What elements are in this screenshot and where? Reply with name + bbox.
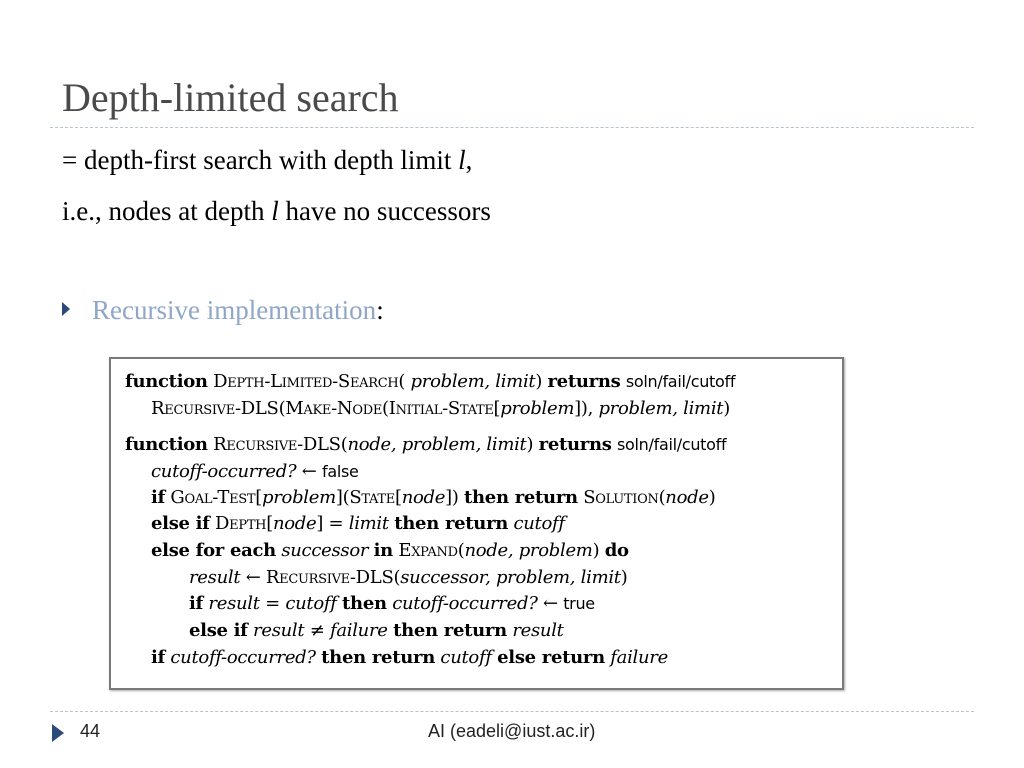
keyword-else-for-each: else for each bbox=[151, 540, 276, 561]
footer-triangle-icon bbox=[52, 724, 64, 742]
paren: ( bbox=[340, 434, 348, 455]
bracket: [ bbox=[266, 513, 273, 534]
pseudocode-box bbox=[109, 357, 844, 690]
paren: ) bbox=[592, 540, 600, 561]
pseudocode-line-8 bbox=[189, 567, 627, 588]
pseudocode-line-7 bbox=[151, 540, 629, 561]
function-args: node, problem, limit bbox=[347, 434, 527, 455]
paren: ) bbox=[723, 398, 730, 419]
arg: problem bbox=[262, 487, 336, 508]
assign-arrow: ← bbox=[537, 593, 564, 614]
arg: result bbox=[512, 620, 564, 641]
pseudocode-line-5 bbox=[151, 487, 715, 508]
operator: ≠ bbox=[304, 620, 330, 641]
footer-divider bbox=[50, 711, 974, 712]
variable: cutoff-occurred? bbox=[392, 593, 538, 614]
arg: problem bbox=[500, 398, 575, 419]
call-name: Goal-Test bbox=[170, 487, 256, 508]
arg: result bbox=[253, 620, 305, 641]
function-args: problem, limit bbox=[405, 371, 536, 392]
definition-text: = depth-first search with depth limit bbox=[62, 145, 459, 175]
arg: cutoff-occurred? bbox=[170, 647, 316, 668]
function-name: Recursive-DLS bbox=[213, 434, 341, 455]
arg: failure bbox=[329, 620, 388, 641]
value: false bbox=[321, 462, 359, 481]
bracket: [ bbox=[394, 487, 402, 508]
bracket: [ bbox=[255, 487, 263, 508]
definition-punct: , bbox=[465, 145, 473, 175]
bracket: [ bbox=[493, 398, 501, 419]
assign-arrow: ← bbox=[240, 567, 266, 588]
pseudocode-line-10 bbox=[189, 620, 564, 641]
keyword-returns: returns bbox=[547, 371, 621, 392]
paren: ) bbox=[526, 434, 534, 455]
pseudocode-line-6 bbox=[151, 513, 565, 534]
paren: ( bbox=[658, 487, 666, 508]
call-name: Depth bbox=[215, 513, 267, 534]
keyword-function: function bbox=[125, 371, 208, 392]
pseudocode-line-11 bbox=[151, 647, 668, 668]
keyword-if: if bbox=[151, 487, 165, 508]
explanation-line bbox=[62, 196, 491, 227]
limit-variable: l bbox=[271, 196, 279, 226]
pseudocode-line-2 bbox=[151, 398, 730, 419]
keyword-returns: returns bbox=[538, 434, 612, 455]
explanation-text-end: have no successors bbox=[278, 196, 491, 226]
keyword-if: if bbox=[151, 647, 165, 668]
bullet-item bbox=[62, 295, 384, 326]
keyword-function: function bbox=[125, 434, 208, 455]
arg: node bbox=[272, 513, 317, 534]
slide-title: Depth-limited search bbox=[62, 75, 399, 120]
assign-arrow: ← bbox=[296, 461, 322, 482]
keyword-in: in bbox=[373, 540, 393, 561]
bracket: ]) bbox=[445, 487, 464, 508]
explanation-text: i.e., nodes at depth bbox=[62, 196, 272, 226]
paren: ( bbox=[398, 371, 406, 392]
keyword-then-return: then return bbox=[464, 487, 578, 508]
call-name: Solution bbox=[583, 487, 659, 508]
keyword-else-return: else return bbox=[497, 647, 605, 668]
operator: ] = bbox=[316, 513, 349, 534]
paren: ) bbox=[535, 371, 543, 392]
pseudocode-line-4 bbox=[151, 461, 359, 482]
keyword-do: do bbox=[604, 540, 629, 561]
bracket: ]), bbox=[574, 398, 599, 419]
operator: = bbox=[259, 593, 286, 614]
keyword-then-return: then return bbox=[321, 647, 435, 668]
arg: problem, limit bbox=[598, 398, 724, 419]
paren: ( bbox=[393, 567, 401, 588]
arg: successor, problem, limit bbox=[400, 567, 621, 588]
bullet-arrow-icon bbox=[62, 302, 70, 316]
keyword-if: if bbox=[189, 593, 203, 614]
pseudocode-line-1 bbox=[125, 371, 735, 392]
page-number: 44 bbox=[80, 721, 101, 741]
paren: ) bbox=[620, 567, 628, 588]
arg: node bbox=[665, 487, 709, 508]
function-name: Depth-Limited-Search bbox=[213, 371, 399, 392]
paren: ( bbox=[457, 540, 465, 561]
limit-variable: l bbox=[458, 145, 466, 175]
bullet-suffix: : bbox=[376, 295, 384, 325]
arg: cutoff bbox=[513, 513, 565, 534]
arg: successor bbox=[281, 540, 369, 561]
keyword-else-if: else if bbox=[151, 513, 210, 534]
call-name: State bbox=[349, 487, 395, 508]
arg: cutoff bbox=[440, 647, 492, 668]
arg: cutoff bbox=[285, 593, 337, 614]
keyword-then-return: then return bbox=[393, 620, 507, 641]
arg: failure bbox=[610, 647, 668, 668]
pseudocode-line-3 bbox=[125, 434, 726, 455]
value: true bbox=[563, 594, 595, 613]
paren: ( bbox=[382, 398, 389, 419]
paren: ) bbox=[708, 487, 716, 508]
pseudocode-line-9 bbox=[189, 593, 595, 614]
arg: limit bbox=[348, 513, 389, 534]
arg: result bbox=[208, 593, 260, 614]
call-name: Recursive-DLS bbox=[151, 398, 279, 419]
variable: cutoff-occurred? bbox=[151, 461, 297, 482]
call-name: Expand bbox=[398, 540, 458, 561]
definition-line bbox=[62, 145, 472, 176]
call-name: Make-Node bbox=[285, 398, 383, 419]
call-name: Initial-State bbox=[388, 398, 494, 419]
paren: ( bbox=[278, 398, 286, 419]
arg: node bbox=[401, 487, 446, 508]
keyword-then: then bbox=[342, 593, 387, 614]
arg: node, problem bbox=[464, 540, 593, 561]
recursive-implementation-link[interactable]: Recursive implementation bbox=[92, 295, 377, 325]
bracket: ]( bbox=[335, 487, 350, 508]
call-name: Recursive-DLS bbox=[265, 567, 394, 588]
return-type: soln/fail/cutoff bbox=[625, 372, 736, 391]
keyword-else-if: else if bbox=[189, 620, 248, 641]
variable: result bbox=[189, 567, 241, 588]
keyword-then-return: then return bbox=[394, 513, 509, 534]
footer-author: AI (eadeli@iust.ac.ir) bbox=[428, 721, 596, 741]
return-type: soln/fail/cutoff bbox=[617, 435, 727, 454]
title-divider bbox=[50, 127, 974, 128]
